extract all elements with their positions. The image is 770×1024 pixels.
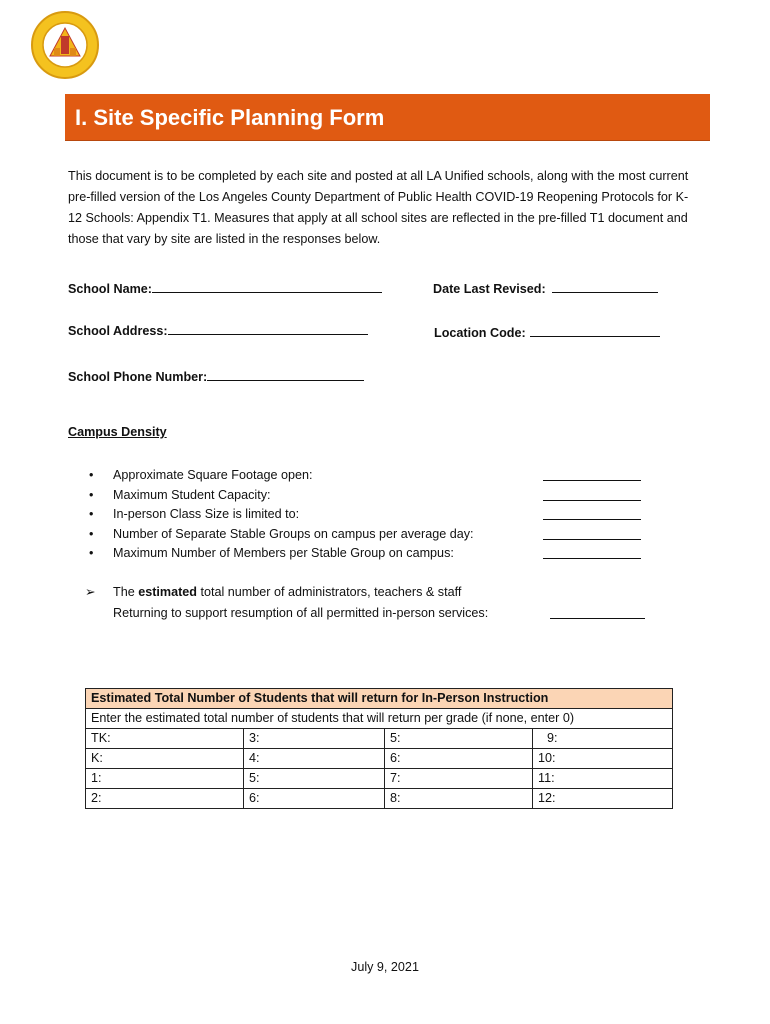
bullet-icon: • <box>89 468 94 482</box>
school-phone-label: School Phone Number: <box>68 370 208 384</box>
answer-blank[interactable] <box>543 519 641 520</box>
grade-cell[interactable]: 8: <box>385 789 533 809</box>
school-address-label: School Address: <box>68 324 168 338</box>
grade-cell[interactable]: 5: <box>244 769 385 789</box>
table-instruction: Enter the estimated total number of students that will return per grade (if none, enter 0) <box>86 709 673 729</box>
intro-paragraph: This document is to be completed by each site and posted at all LA Unified schools, along with the most current pre-filled version of the Los Angeles County Department of Public Health COVID-19 Reopening Protocols for K-12 Schools: Appendix T1. Measures that apply at all school sites are reflected in the pre-filled T1 document and those that vary by site are listed in the responses below. <box>68 169 689 246</box>
list-item: • In-person Class Size is limited to: <box>85 505 655 525</box>
answer-blank[interactable] <box>543 558 641 559</box>
staff-estimate-blank[interactable] <box>550 618 645 619</box>
page-title-banner <box>65 94 710 140</box>
date-last-revised-field[interactable] <box>433 278 658 296</box>
district-seal-logo <box>30 10 100 80</box>
school-phone-field[interactable] <box>68 366 364 384</box>
bullet-icon: • <box>89 526 94 541</box>
campus-density-heading: Campus Density <box>68 425 167 439</box>
grade-cell[interactable]: 10: <box>533 749 673 769</box>
date-last-revised-label: Date Last Revised: <box>433 282 546 296</box>
list-item: • Maximum Student Capacity: <box>85 486 655 506</box>
bullet-icon: • <box>89 507 94 521</box>
school-name-label: School Name: <box>68 282 152 296</box>
grade-cell[interactable]: TK: <box>86 729 244 749</box>
location-code-label: Location Code: <box>434 326 526 340</box>
school-address-field[interactable] <box>68 320 368 338</box>
grade-cell[interactable]: 1: <box>86 769 244 789</box>
location-code-blank[interactable] <box>530 322 660 337</box>
grade-cell[interactable]: K: <box>86 749 244 769</box>
grade-cell[interactable]: 5: <box>385 729 533 749</box>
location-code-field[interactable] <box>434 322 660 340</box>
date-last-revised-blank[interactable] <box>552 278 658 293</box>
grade-cell[interactable]: 9: <box>533 729 673 749</box>
grade-cell[interactable]: 7: <box>385 769 533 789</box>
table-row <box>86 769 673 789</box>
page-title: I. Site Specific Planning Form <box>75 105 385 130</box>
grade-cell[interactable]: 11: <box>533 769 673 789</box>
footer-date: July 9, 2021 <box>351 960 419 974</box>
school-phone-blank[interactable] <box>207 366 364 381</box>
table-header: Estimated Total Number of Students that will return for In-Person Instruction <box>86 689 673 709</box>
bullet-icon: • <box>89 546 94 560</box>
answer-blank[interactable] <box>543 539 641 540</box>
table-row <box>86 749 673 769</box>
grade-cell[interactable]: 2: <box>86 789 244 809</box>
list-item: • Number of Separate Stable Groups on campus per average day: <box>85 525 655 545</box>
school-name-blank[interactable] <box>152 278 382 293</box>
grade-cell[interactable]: 12: <box>533 789 673 809</box>
table-row <box>86 729 673 749</box>
school-address-blank[interactable] <box>168 320 368 335</box>
list-item: • Approximate Square Footage open: <box>85 466 655 486</box>
table-row <box>86 789 673 809</box>
staff-estimate-item: ➢ The estimated total number of administrators, teachers & staff Returning to support resumption of all permitted in-person services: <box>85 582 488 624</box>
grade-cell[interactable]: 6: <box>385 749 533 769</box>
answer-blank[interactable] <box>543 500 641 501</box>
students-per-grade-table <box>85 688 673 809</box>
grade-cell[interactable]: 6: <box>244 789 385 809</box>
answer-blank[interactable] <box>543 480 641 481</box>
grade-cell[interactable]: 3: <box>244 729 385 749</box>
list-item: • Maximum Number of Members per Stable Group on campus: <box>85 544 655 564</box>
school-name-field[interactable] <box>68 278 382 296</box>
bullet-icon: • <box>89 487 94 502</box>
arrow-bullet-icon: ➢ <box>85 585 96 599</box>
campus-density-list <box>85 466 655 564</box>
grade-cell[interactable]: 4: <box>244 749 385 769</box>
